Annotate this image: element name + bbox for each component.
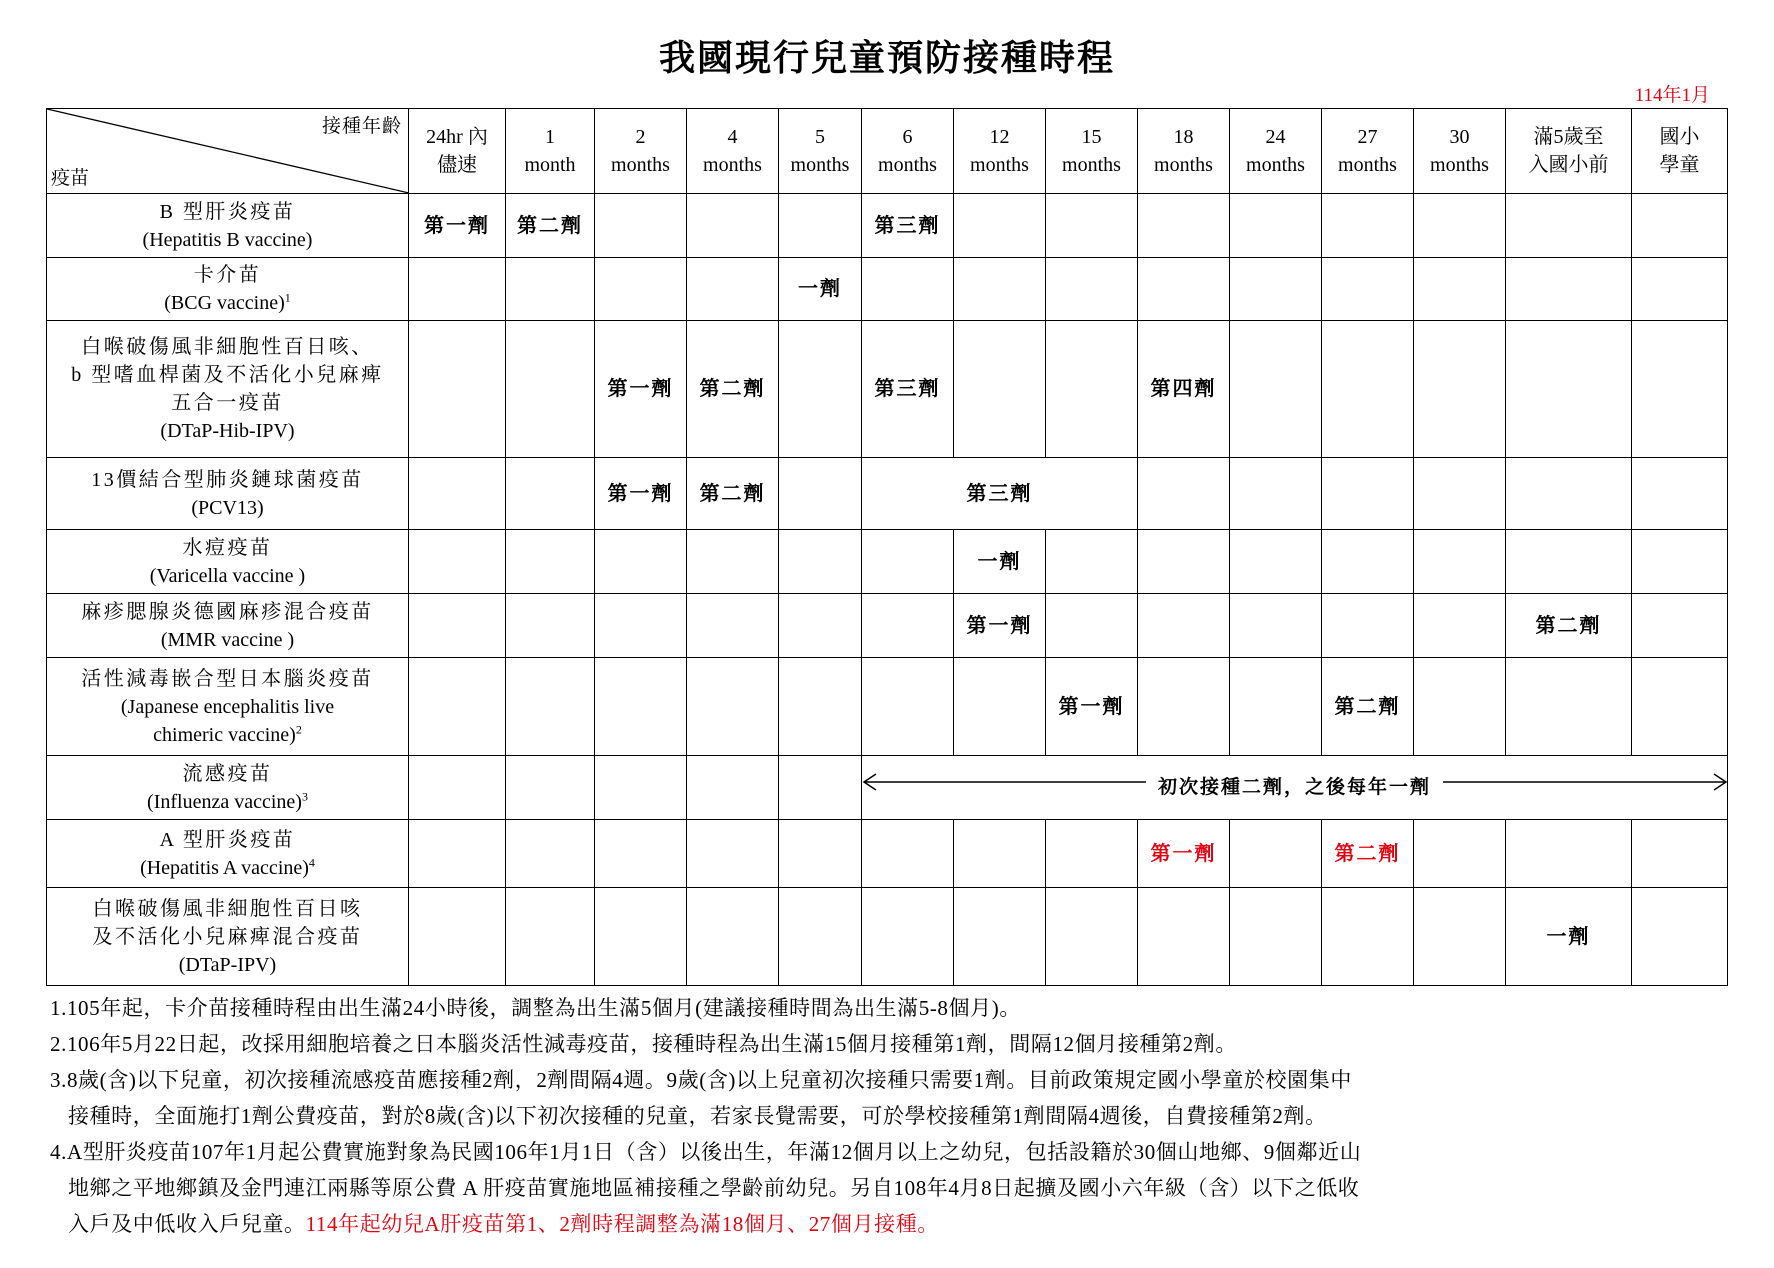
footnote-3-cont: 接種時，全面施打1劑公費疫苗，對於8歲(含)以下初次接種的兒童，若家長覺需要，可於學校接種第1劑間隔4週後，自費接種第2劑。 <box>68 1104 1327 1128</box>
table-row <box>47 194 1728 258</box>
header-row <box>47 109 1728 194</box>
influenza-span-label: 初次接種二劑，之後每年一劑 <box>1146 777 1443 798</box>
footnote-4-red-text: 114年起幼兒A肝疫苗第1、2劑時程調整為滿18個月、27個月接種。 <box>305 1212 939 1236</box>
table-row <box>47 530 1728 594</box>
dose-cell: 第三劑 <box>862 321 954 458</box>
age-header: 4 months <box>687 109 779 194</box>
vaccine-name-cell: 水痘疫苗 (Varicella vaccine ) <box>47 530 409 594</box>
dose-cell: 第一劑 <box>409 194 506 258</box>
dose-cell: 一劑 <box>954 530 1046 594</box>
dose-cell: 第二劑 <box>1506 594 1632 658</box>
header-corner-cell <box>47 109 409 194</box>
age-header: 6 months <box>862 109 954 194</box>
vaccine-name-cell: 卡介苗 (BCG vaccine)$^1$ <box>47 258 409 321</box>
vaccine-name-cell: B 型肝炎疫苗 (Hepatitis B vaccine) <box>47 194 409 258</box>
dose-cell: 第一劑 <box>595 458 687 530</box>
vaccine-name-cell: 流感疫苗 (Influenza vaccine)$^3$ <box>47 756 409 820</box>
table-row <box>47 458 1728 530</box>
table-row <box>47 594 1728 658</box>
age-header: 1 month <box>506 109 595 194</box>
vaccination-schedule-table <box>46 108 1728 986</box>
footnote-4-cont: 地鄉之平地鄉鎮及金門連江兩縣等原公費 A 肝疫苗實施地區補接種之學齡前幼兒。另自108年4月8日起擴及國小六年級（含）以下之低收 <box>68 1176 1360 1200</box>
age-header: 18 months <box>1138 109 1230 194</box>
age-header: 國小 學童 <box>1632 109 1728 194</box>
age-header: 12 months <box>954 109 1046 194</box>
age-header: 24 months <box>1230 109 1322 194</box>
vaccine-name-cell: 白喉破傷風非細胞性百日咳、 b 型嗜血桿菌及不活化小兒麻痺 五合一疫苗 (DTaP-Hib-IPV) <box>47 321 409 458</box>
table-row <box>47 756 1728 820</box>
dose-cell: 第二劑 <box>687 458 779 530</box>
vaccine-name-cell: 活性減毒嵌合型日本腦炎疫苗 (Japanese encephalitis live chimeric vaccine)$^2$ <box>47 658 409 756</box>
dose-cell: 第二劑 <box>1322 820 1414 888</box>
influenza-span-cell <box>862 756 1728 820</box>
dose-cell: 第二劑 <box>687 321 779 458</box>
dose-cell: 第二劑 <box>506 194 595 258</box>
age-header: 30 months <box>1414 109 1506 194</box>
footnote-4-cont: 入戶及中低收入戶兒童。114年起幼兒A肝疫苗第1、2劑時程調整為滿18個月、27個月接種。 <box>68 1212 939 1236</box>
table-row <box>47 820 1728 888</box>
footnote-1: 1.105年起，卡介苗接種時程由出生滿24小時後，調整為出生滿5個月(建議接種時間為出生滿5-8個月)。 <box>50 996 1021 1020</box>
age-header: 滿5歲至 入國小前 <box>1506 109 1632 194</box>
dose-cell: 第一劑 <box>1046 658 1138 756</box>
age-header: 2 months <box>595 109 687 194</box>
footnote-mark: 3 <box>301 788 308 803</box>
table-row <box>47 258 1728 321</box>
table-row <box>47 658 1728 756</box>
vaccine-name-cell: 麻疹腮腺炎德國麻疹混合疫苗 (MMR vaccine ) <box>47 594 409 658</box>
age-header: 24hr 內 儘速 <box>409 109 506 194</box>
age-header: 15 months <box>1046 109 1138 194</box>
dose-cell: 第三劑 <box>862 458 1138 530</box>
footnote-mark: 1 <box>284 290 291 305</box>
age-axis-label: 接種年齡 <box>321 116 402 137</box>
footnote-mark: 4 <box>308 854 315 869</box>
dose-cell: 第一劑 <box>1138 820 1230 888</box>
dose-cell: 第二劑 <box>1322 658 1414 756</box>
footnotes <box>50 990 1740 1242</box>
dose-cell: 第三劑 <box>862 194 954 258</box>
footnote-mark: 2 <box>295 721 302 736</box>
vaccine-name-cell: A 型肝炎疫苗 (Hepatitis A vaccine)$^4$ <box>47 820 409 888</box>
table-row <box>47 321 1728 458</box>
dose-cell: 第一劑 <box>595 321 687 458</box>
footnote-3: 3.8歲(含)以下兒童，初次接種流感疫苗應接種2劑，2劑間隔4週。9歲(含)以上兒童初次接種只需要1劑。目前政策規定國小學童於校園集中 <box>50 1068 1352 1092</box>
age-header: 5 months <box>779 109 862 194</box>
age-header: 27 months <box>1322 109 1414 194</box>
footnote-2: 2.106年5月22日起，改採用細胞培養之日本腦炎活性減毒疫苗，接種時程為出生滿15個月接種第1劑，間隔12個月接種第2劑。 <box>50 1032 1237 1056</box>
dose-cell: 第四劑 <box>1138 321 1230 458</box>
vaccine-name-cell: 13價結合型肺炎鏈球菌疫苗 (PCV13) <box>47 458 409 530</box>
table-row <box>47 888 1728 986</box>
dose-cell: 第一劑 <box>954 594 1046 658</box>
vaccine-axis-label: 疫苗 <box>51 168 90 189</box>
footnote-4: 4.A型肝炎疫苗107年1月起公費實施對象為民國106年1月1日（含）以後出生，年滿12個月以上之幼兒，包括設籍於30個山地鄉、9個鄰近山 <box>50 1140 1362 1164</box>
dose-cell: 一劑 <box>779 258 862 321</box>
vaccine-name-cell: 白喉破傷風非細胞性百日咳 及不活化小兒麻痺混合疫苗 (DTaP-IPV) <box>47 888 409 986</box>
dose-cell: 一劑 <box>1506 888 1632 986</box>
revision-date: 114年1月 <box>1634 85 1710 106</box>
page-title: 我國現行兒童預防接種時程 <box>658 38 1115 78</box>
